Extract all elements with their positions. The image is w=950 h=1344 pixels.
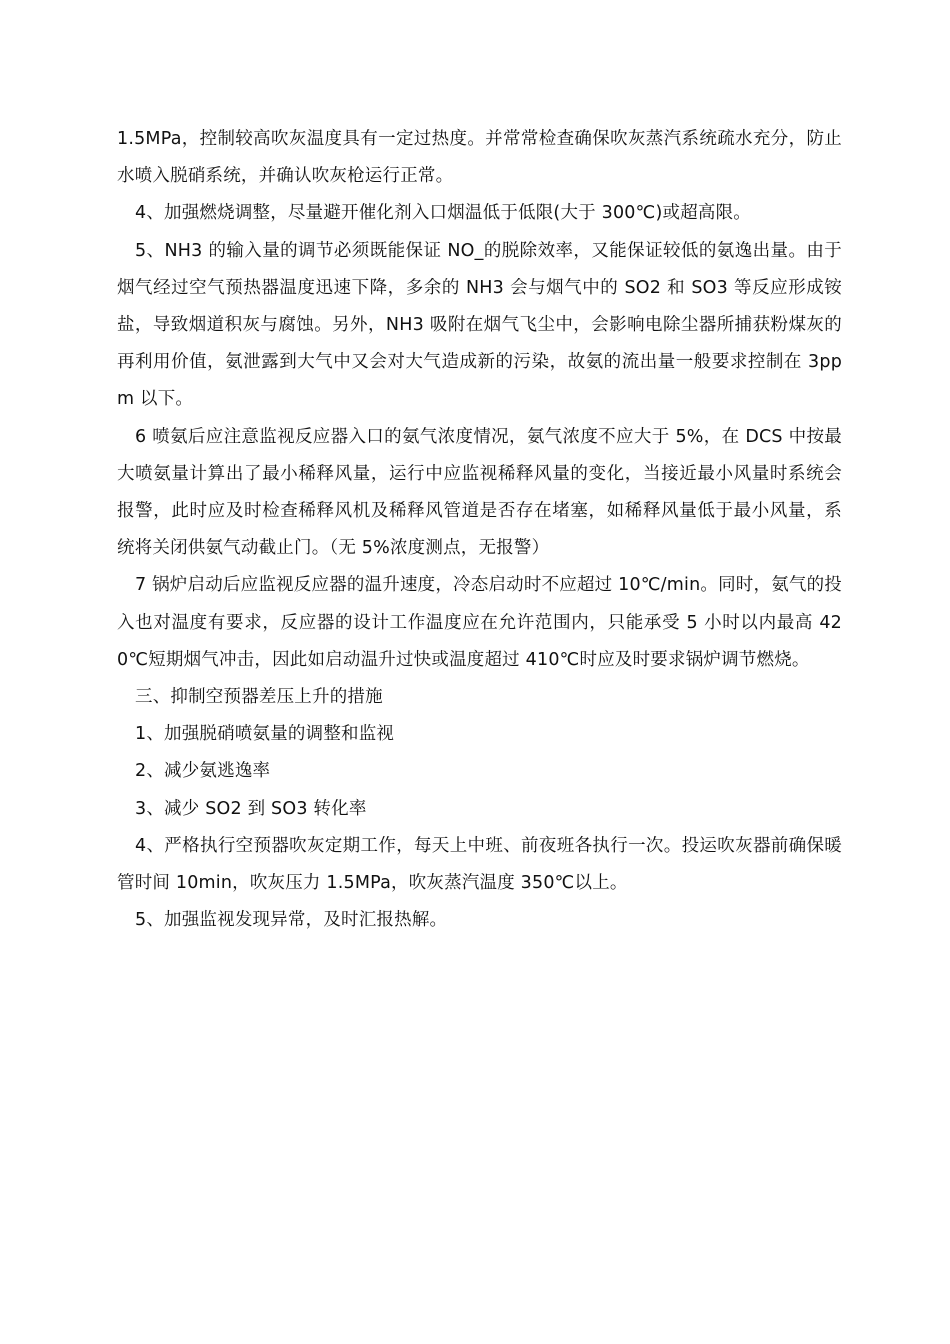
paragraph-combustion-adjustment: 4、加强燃烧调整，尽量避开催化剂入口烟温低于低限(大于 300℃)或超高限。 [135, 203, 752, 224]
list-item-ammonia-slip: 2、减少氨逃逸率 [135, 761, 271, 782]
document-body [117, 121, 842, 939]
list-item-so2-conversion: 3、减少 SO2 到 SO3 转化率 [135, 798, 367, 819]
list-item-ammonia-injection: 1、加强脱硝喷氨量的调整和监视 [135, 724, 395, 745]
paragraph-sootblow-pressure: 1.5MPa，控制较高吹灰温度具有一定过热度。并常常检查确保吹灰蒸汽系统疏水充分，防止水喷入脱硝系统，并确认吹灰枪运行正常。 [117, 129, 842, 187]
paragraph-nh3-input: 5、NH3 的输入量的调节必须既能保证 NO_的脱除效率，又能保证较低的氨逸出量。由于烟气经过空气预热器温度迅速下降，多余的 NH3 会与烟气中的 SO2 和 SO3 等反应形成铵盐，导致烟道积灰与腐蚀。另外，NH3 吸附在烟气飞尘中，会影响电除尘器所捕获粉煤灰的再利用价值，氨泄露到大气中又会对大气造成新的污染，故氨的流出量一般要求控制在 3ppm 以下。 [117, 240, 842, 410]
list-item-monitoring: 5、加强监视发现异常，及时汇报热解。 [135, 910, 448, 931]
paragraph-ammonia-concentration: 6 喷氨后应注意监视反应器入口的氨气浓度情况，氨气浓度不应大于 5%，在 DCS 中按最大喷氨量计算出了最小稀释风量，运行中应监视稀释风量的变化，当接近最小风量时系统会报警，此时应及时检查稀释风机及稀释风管道是否存在堵塞，如稀释风量低于最小风量，系统将关闭供氨气动截止门。（无 5%浓度测点，无报警） [117, 426, 842, 559]
list-item-sootblowing-schedule: 4、严格执行空预器吹灰定期工作，每天上中班、前夜班各执行一次。投运吹灰器前确保暖管时间 10min，吹灰压力 1.5MPa，吹灰蒸汽温度 350℃以上。 [117, 835, 842, 894]
section-heading-air-preheater: 三、抑制空预器差压上升的措施 [135, 687, 383, 708]
paragraph-boiler-startup: 7 锅炉启动后应监视反应器的温升速度，冷态启动时不应超过 10℃/min。同时，氨气的投入也对温度有要求，反应器的设计工作温度应在允许范围内，只能承受 5 小时以内最高 420℃短期烟气冲击，因此如启动温升过快或温度超过 410℃时应及时要求锅炉调节燃烧。 [117, 575, 842, 670]
